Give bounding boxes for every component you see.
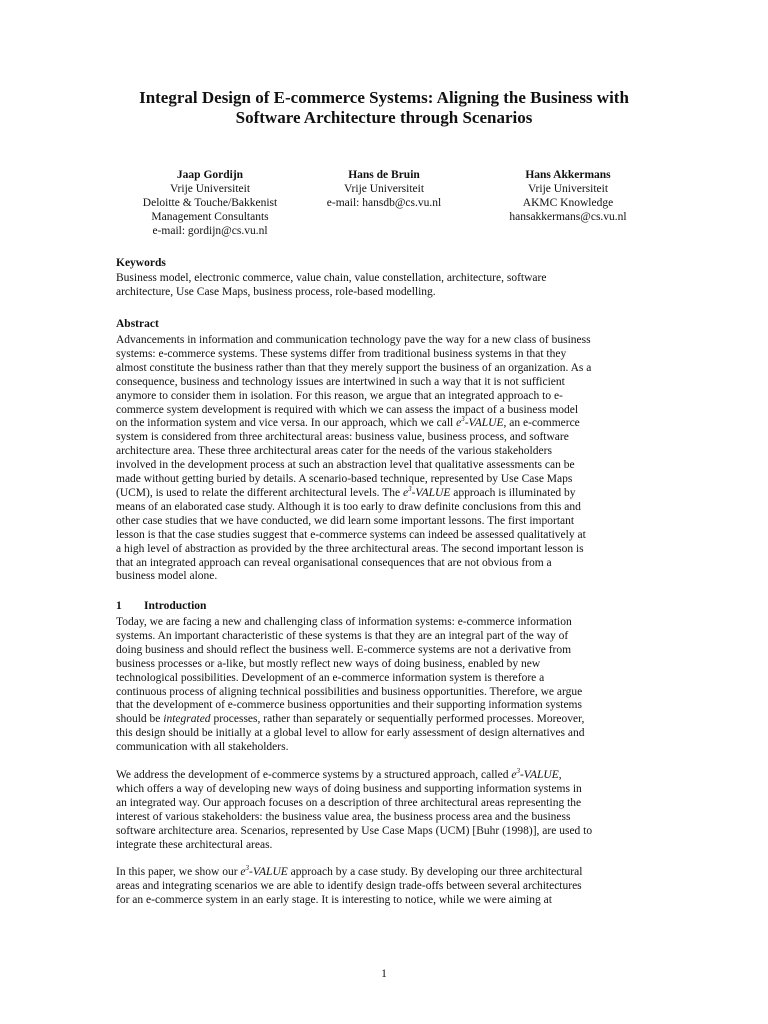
text-line: Advancements in information and communication technology pave the way for a new class of business bbox=[116, 334, 591, 346]
author-email: e-mail: gordijn@cs.vu.nl bbox=[152, 225, 268, 237]
author-name: Jaap Gordijn bbox=[176, 169, 244, 181]
text-line: commerce system development is required with which we can assess the impact of a business model bbox=[116, 403, 579, 416]
text-line: interest of various stakeholders: the business value area, the business process area and the business bbox=[116, 810, 571, 823]
text-line: means of an elaborated case study. Although it is too early to draw definite conclusions from this and bbox=[116, 500, 581, 513]
keywords-heading: Keywords bbox=[116, 257, 166, 269]
brand-rest: -VALUE bbox=[464, 417, 504, 430]
text-segment: , bbox=[558, 769, 562, 781]
title-line: Software Architecture through Scenarios bbox=[235, 108, 533, 127]
author-name: Hans Akkermans bbox=[525, 169, 611, 181]
text-line: involved in the development process at such an abstraction level that qualitative assessments can be bbox=[116, 459, 575, 472]
brand-sup: 3 bbox=[516, 767, 520, 775]
text-line bbox=[116, 713, 656, 727]
author-affiliation: Vrije Universiteit bbox=[527, 183, 609, 195]
text-line: architecture, Use Case Maps, business process, role-based modelling. bbox=[116, 285, 436, 298]
text-line bbox=[116, 417, 656, 431]
author-email: hansakkermans@cs.vu.nl bbox=[509, 211, 627, 223]
brand-e: e bbox=[511, 769, 517, 781]
text-segment: on the information system and vice versa. In our approach, which we call bbox=[116, 417, 457, 430]
paper-title bbox=[100, 88, 668, 128]
abstract-heading: Abstract bbox=[116, 318, 159, 330]
brand-rest: -VALUE bbox=[519, 769, 559, 781]
section-heading bbox=[116, 599, 206, 613]
text-line: business processes or a-like, but mostly reflect new ways of doing business, enabled by new bbox=[116, 657, 541, 670]
author-affiliation: AKMC Knowledge bbox=[522, 197, 614, 209]
text-line: made without getting buried by details. A scenario-based technique, represented by Use Case Maps bbox=[116, 473, 573, 486]
text-segment: approach by a case study. By developing our three architectural bbox=[287, 866, 583, 878]
brand-sup: 3 bbox=[408, 484, 412, 493]
text-segment: approach is illuminated by bbox=[450, 486, 576, 499]
text-line: business model alone. bbox=[116, 570, 218, 583]
brand-rest: -VALUE bbox=[249, 866, 288, 878]
text-line: an integrated way. Our approach focuses on a description of three architectural areas representing the bbox=[116, 796, 582, 809]
text-line: systems: e-commerce systems. These systems differ from traditional business systems in that they bbox=[116, 347, 567, 360]
brand-e: e bbox=[402, 486, 409, 499]
text-line: consequence, business and technology issues are intertwined in such a way that it is not sufficient bbox=[116, 375, 565, 388]
section-number: 1 bbox=[116, 600, 122, 612]
text-line: Business model, electronic commerce, value chain, value constellation, architecture, software bbox=[116, 272, 547, 284]
text-line: lesson is that the case studies suggest that e-commerce systems can indeed be assessed qualitatively at bbox=[116, 528, 586, 541]
text-line: doing business and should reflect the business well. E-commerce systems are not a derivative from bbox=[116, 643, 572, 656]
e3value-brand bbox=[240, 866, 287, 878]
abstract-text bbox=[116, 334, 656, 584]
text-line: communication with all stakeholders. bbox=[116, 741, 289, 754]
intro-paragraph-3 bbox=[116, 866, 656, 908]
intro-paragraph-2 bbox=[116, 769, 656, 852]
brand-e: e bbox=[456, 417, 462, 430]
text-line: anymore to consider them in isolation. For this reason, we argue that an integrated approach to e- bbox=[116, 389, 563, 402]
e3value-brand bbox=[456, 417, 503, 429]
text-segment: processes, rather than separately or sequentially performed processes. Moreover, bbox=[210, 713, 585, 726]
keywords-text bbox=[116, 272, 656, 300]
text-segment: (UCM), is used to relate the different architectural levels. The bbox=[116, 486, 403, 499]
text-line: architecture area. These three architectural areas cater for the needs of the various stakeholders bbox=[116, 445, 552, 458]
author-affiliation: Vrije Universiteit bbox=[169, 183, 251, 195]
page-number: 1 bbox=[381, 968, 387, 980]
brand-sup: 3 bbox=[245, 864, 250, 872]
author-affiliation: Vrije Universiteit bbox=[343, 183, 425, 195]
intro-paragraph-1 bbox=[116, 616, 656, 755]
text-segment: In this paper, we show our bbox=[116, 866, 241, 878]
author-affiliation: Management Consultants bbox=[151, 211, 269, 223]
text-line bbox=[116, 866, 656, 880]
text-line: a high level of abstraction as provided by the three architectural areas. The second important lesson is bbox=[116, 542, 584, 555]
text-line: almost constitute the business rather than that they merely support the business of an organization. As a bbox=[116, 361, 592, 374]
section-title: Introduction bbox=[144, 600, 207, 612]
author-affiliation: Deloitte & Touche/Bakkenist bbox=[142, 197, 278, 209]
text-line: Today, we are facing a new and challenging class of information systems: e-commerce information bbox=[116, 616, 572, 628]
text-segment: , an e-commerce bbox=[503, 417, 580, 430]
title-line: Integral Design of E-commerce Systems: Aligning the Business with bbox=[139, 88, 629, 107]
author-block bbox=[284, 168, 484, 210]
author-block bbox=[458, 168, 678, 224]
text-line: continuous process of aligning technical possibilities and business opportunities. Therefore, we argue bbox=[116, 685, 583, 698]
e3value-brand bbox=[402, 484, 451, 499]
text-line: systems. An important characteristic of these systems is that they are an integral part of the way of bbox=[116, 629, 569, 642]
text-line: for an e-commerce system in an early stage. It is interesting to notice, while we were aiming at bbox=[116, 893, 552, 906]
text-line: that an integrated approach can reveal organisational consequences that are not obvious from a bbox=[116, 556, 552, 569]
brand-sup: 3 bbox=[461, 415, 465, 424]
text-line: system is considered from three architectural areas: business value, business process, and software bbox=[116, 431, 569, 444]
brand-e: e bbox=[240, 866, 246, 878]
text-line bbox=[116, 769, 656, 783]
text-line: other case studies that we have conducted, we did learn some important lessons. The first important bbox=[116, 514, 575, 527]
emphasis: integrated bbox=[163, 713, 211, 726]
text-line: this design should be initially at a global level to allow for early assessment of design alternatives and bbox=[116, 727, 585, 740]
text-line: which offers a way of developing new ways of doing business and supporting information systems in bbox=[116, 782, 582, 795]
text-line: that the development of e-commerce business opportunities and their supporting information systems bbox=[116, 699, 582, 712]
text-segment: We address the development of e-commerce systems by a structured approach, called bbox=[116, 769, 512, 781]
text-line: software architecture area. Scenarios, represented by Use Case Maps (UCM) [Buhr (1998)], are used to bbox=[116, 824, 593, 837]
brand-rest: -VALUE bbox=[411, 486, 451, 499]
text-line: areas and integrating scenarios we are able to identify design trade-offs between several architectures bbox=[116, 879, 582, 892]
text-segment: should be bbox=[116, 713, 164, 726]
e3value-brand bbox=[511, 769, 558, 781]
author-name: Hans de Bruin bbox=[348, 169, 420, 181]
author-email: e-mail: hansdb@cs.vu.nl bbox=[326, 197, 442, 209]
text-line bbox=[116, 484, 656, 501]
text-line: technological possibilities. Development of an e-commerce information system is therefore a bbox=[116, 671, 545, 684]
text-line: integrate these architectural areas. bbox=[116, 838, 273, 851]
